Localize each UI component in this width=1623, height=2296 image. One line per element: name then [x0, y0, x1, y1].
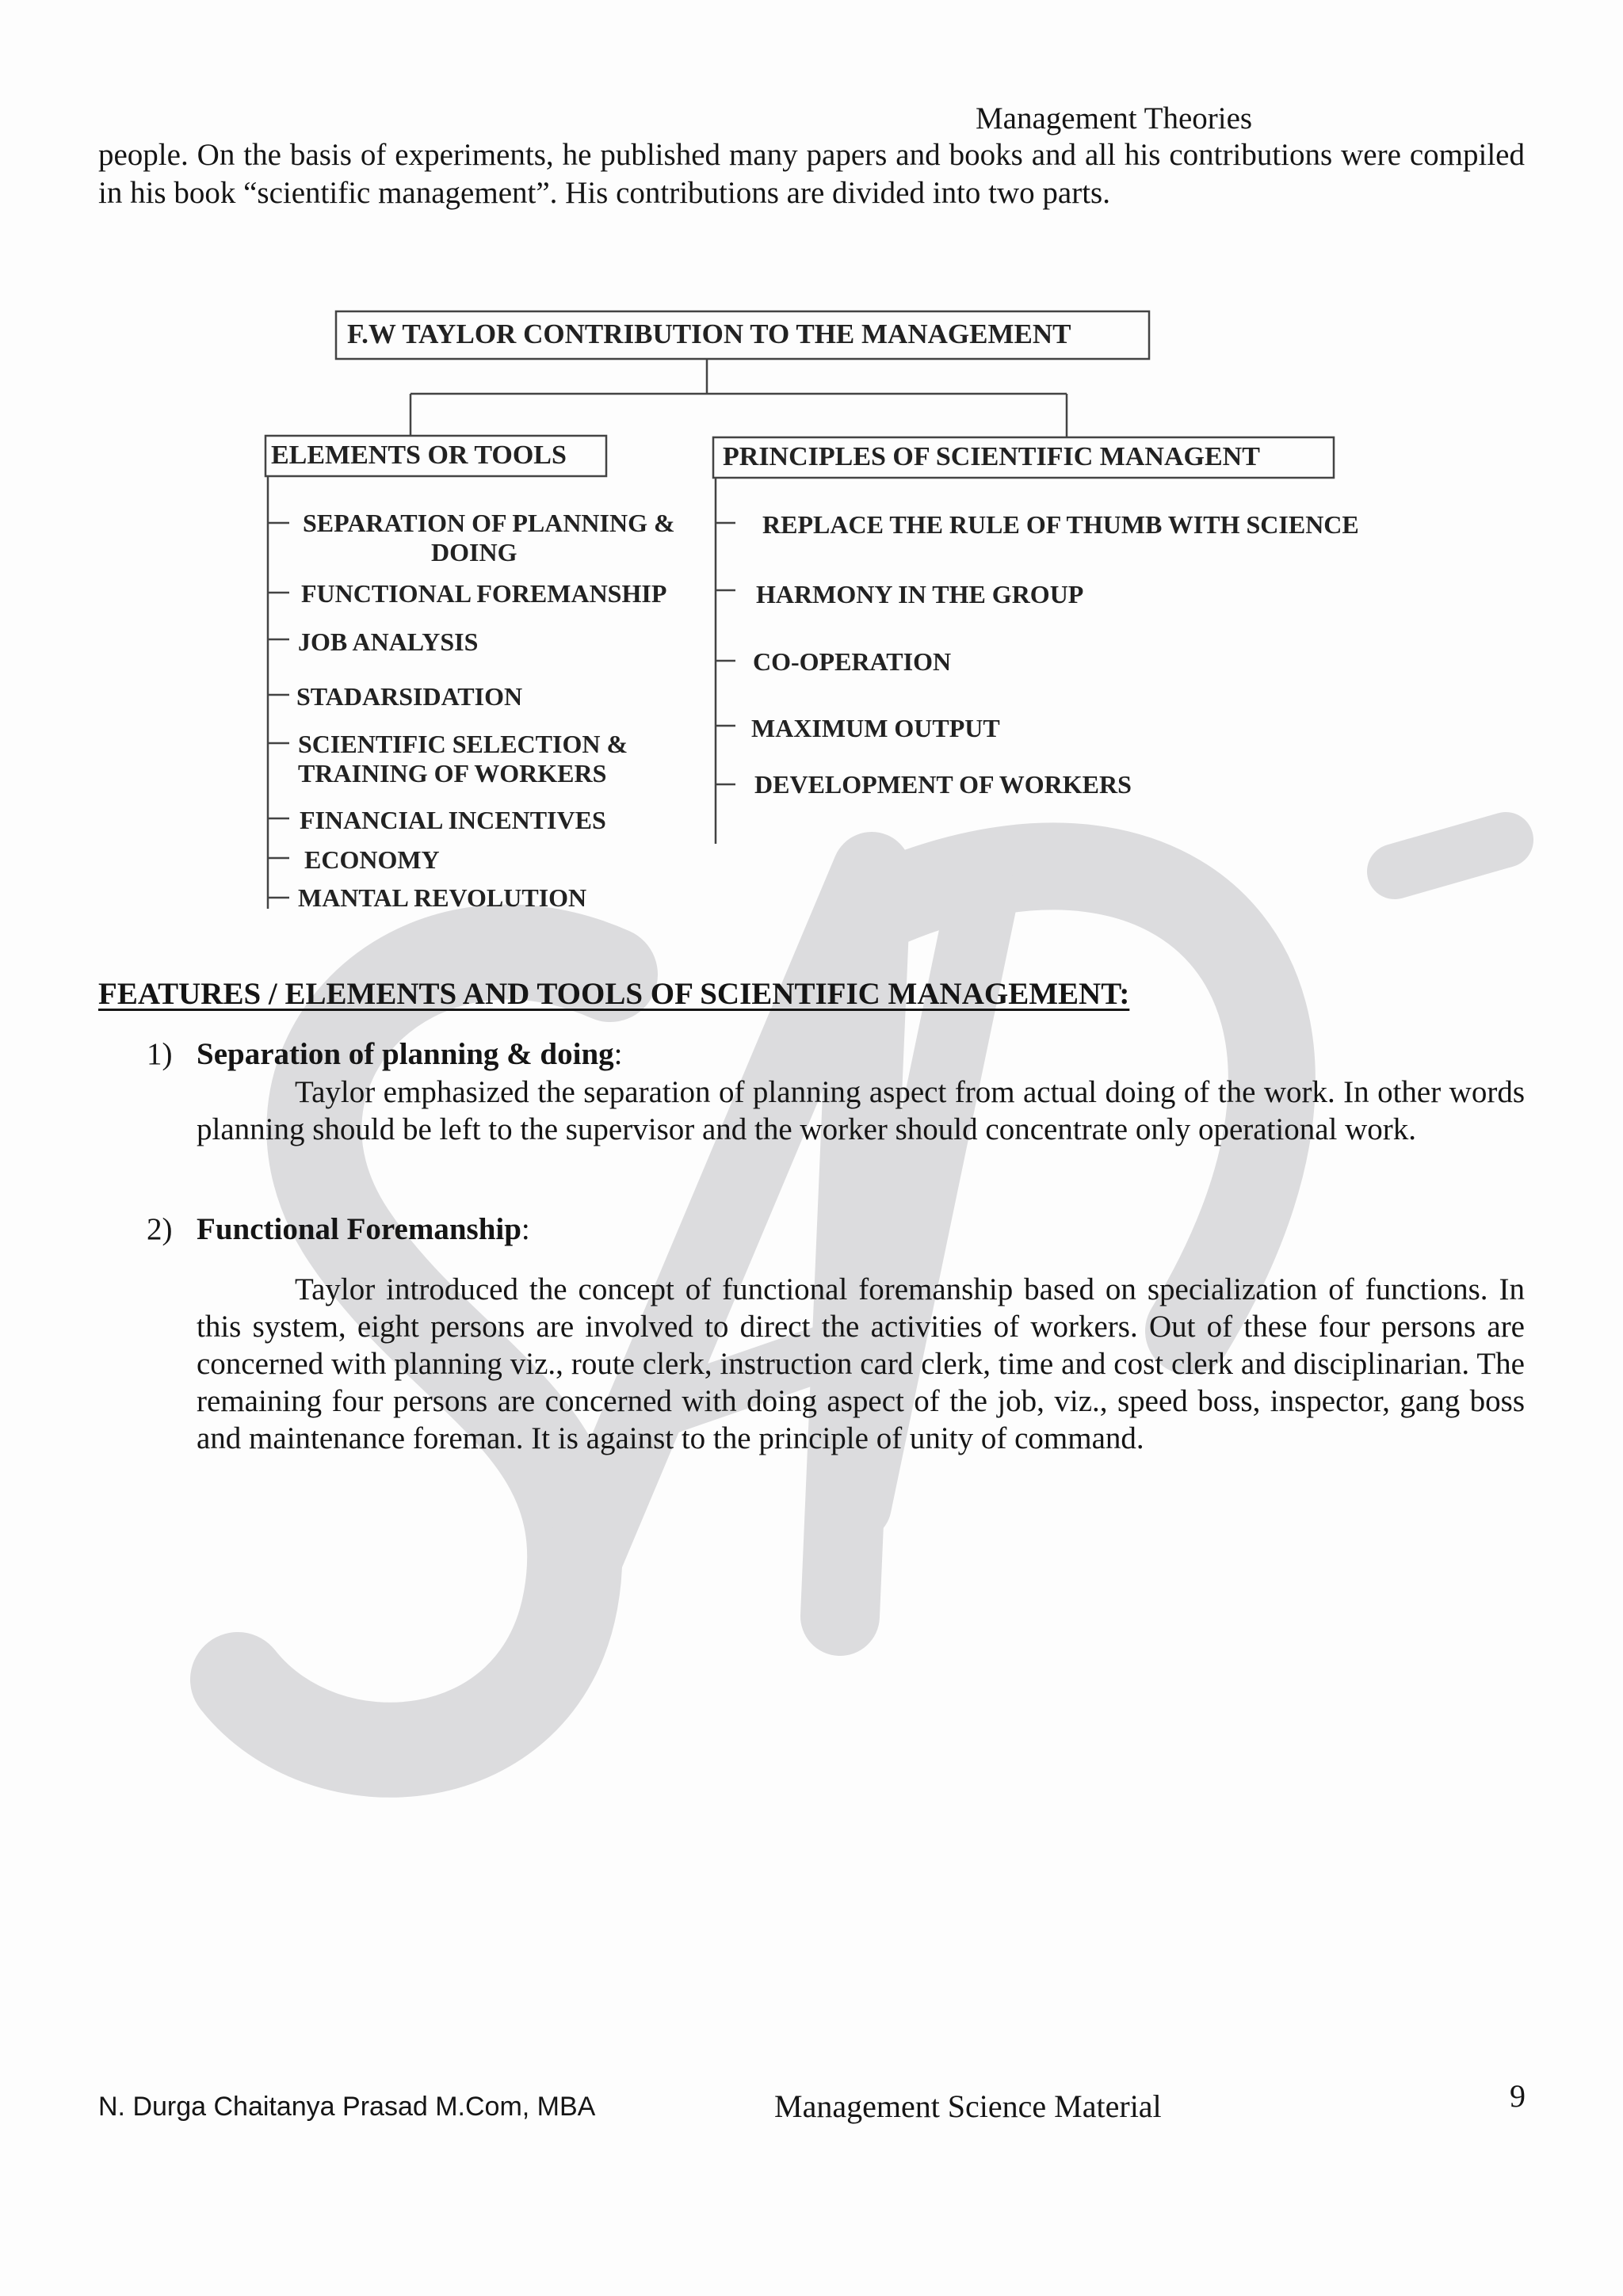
item-1-title-line	[197, 1036, 622, 1072]
running-header: Management Theories	[976, 101, 1253, 135]
right-item-2: HARMONY IN THE GROUP	[756, 580, 1084, 608]
left-item-7: ECONOMY	[304, 845, 440, 874]
page-number: 9	[1510, 2078, 1526, 2114]
left-item-4: STADARSIDATION	[296, 682, 523, 711]
right-item-1: REPLACE THE RULE OF THUMB WITH SCIENCE	[762, 510, 1359, 539]
item-2-title-line	[197, 1211, 530, 1247]
left-item-5	[298, 730, 628, 788]
left-item-5-line1: SCIENTIFIC SELECTION &	[298, 730, 628, 758]
section-heading: FEATURES / ELEMENTS AND TOOLS OF SCIENTIFIC MANAGEMENT:	[98, 977, 1130, 1011]
item-1-body: Taylor emphasized the separation of planning aspect from actual doing of the work. In other words planning should be left to the supervisor and the worker should concentrate only operational work.	[197, 1075, 1525, 1146]
left-branch-label: ELEMENTS OR TOOLS	[271, 441, 567, 470]
left-item-1-line2: DOING	[431, 538, 517, 566]
left-item-3: JOB ANALYSIS	[298, 627, 479, 656]
left-item-6: FINANCIAL INCENTIVES	[300, 806, 606, 834]
item-2-title: Functional Foremanship	[197, 1212, 521, 1246]
intro-paragraph: people. On the basis of experiments, he published many papers and books and all his contributions were compiled in his book “scientific management”. His contributions are divided into two parts.	[98, 138, 1525, 210]
item-1-title-suffix: :	[613, 1037, 623, 1071]
left-item-2: FUNCTIONAL FOREMANSHIP	[301, 579, 667, 608]
right-branch-label: PRINCIPLES OF SCIENTIFIC MANAGENT	[723, 442, 1260, 471]
left-item-5-line2: TRAINING OF WORKERS	[298, 759, 607, 788]
footer-author: N. Durga Chaitanya Prasad M.Com, MBA	[98, 2092, 596, 2122]
left-item-8: MANTAL REVOLUTION	[298, 883, 587, 912]
right-item-4: MAXIMUM OUTPUT	[751, 714, 1000, 742]
left-item-1-line1: SEPARATION OF PLANNING &	[303, 509, 675, 537]
item-2-number: 2)	[147, 1212, 173, 1246]
right-item-3: CO-OPERATION	[753, 647, 952, 676]
item-2-body: Taylor introduced the concept of functional foremanship based on specialization of functions. In this system, eight persons are involved to direct the activities of workers. Out of these four persons are concerned with planning viz., route clerk, instruction card clerk, time and cost clerk and disciplinarian. The remaining four persons are concerned with doing aspect of the job, viz., speed boss, inspector, gang boss and maintenance foreman. It is against to the principle of unity of command.	[197, 1272, 1525, 1455]
item-2-title-suffix: :	[521, 1212, 530, 1246]
item-1-title: Separation of planning & doing	[197, 1037, 614, 1071]
item-1-number: 1)	[147, 1037, 173, 1071]
footer-material: Management Science Material	[774, 2088, 1162, 2124]
right-item-5: DEVELOPMENT OF WORKERS	[754, 770, 1132, 799]
diagram-title: F.W TAYLOR CONTRIBUTION TO THE MANAGEMENT	[347, 318, 1071, 349]
left-item-1	[303, 509, 675, 567]
